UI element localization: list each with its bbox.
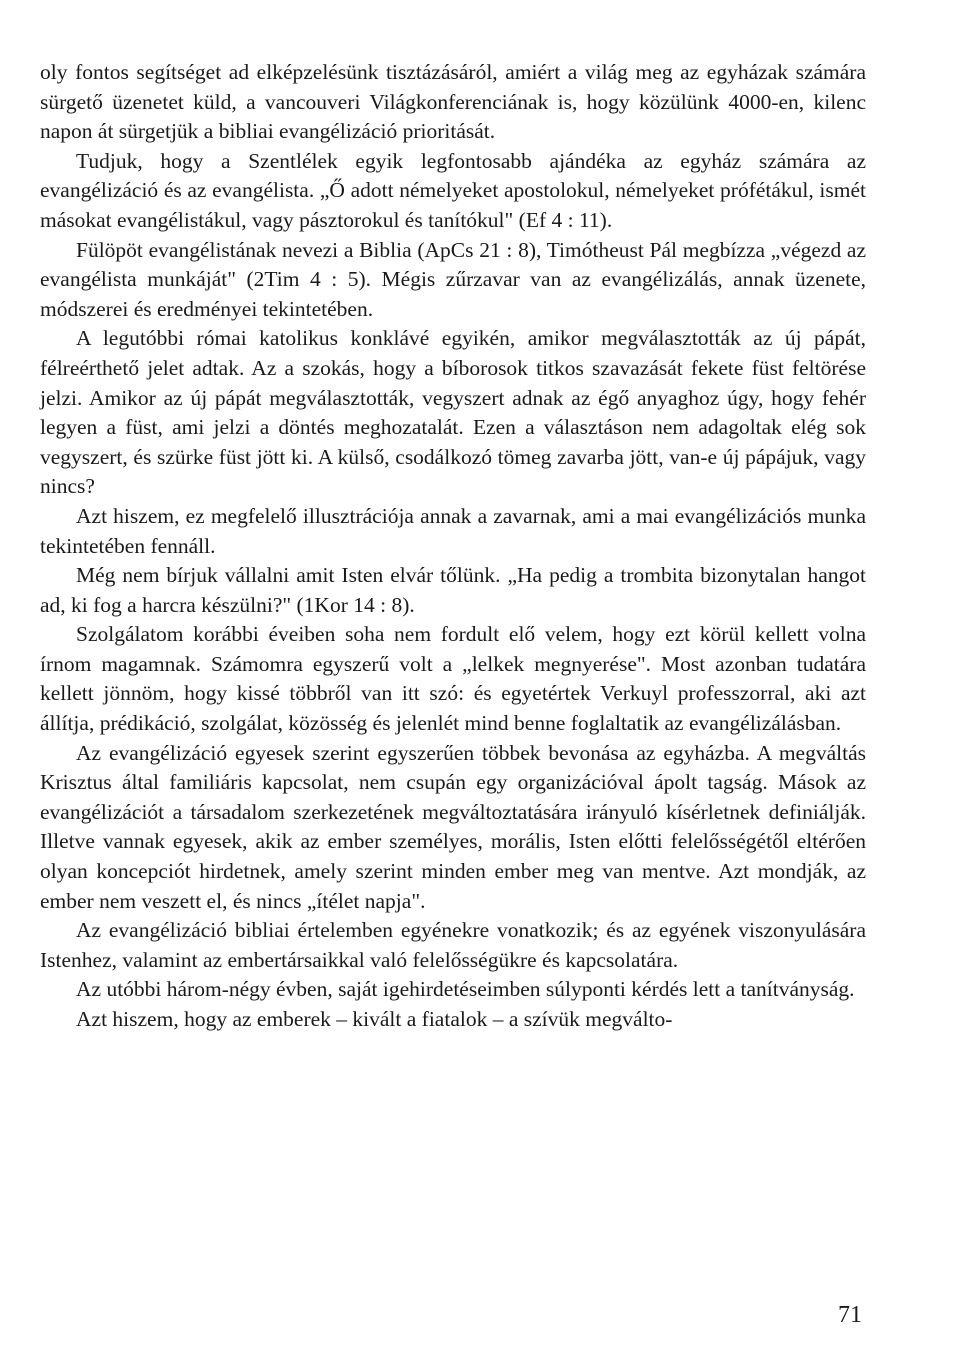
paragraph: Fülöpöt evangélistának nevezi a Biblia (ApCs 21 : 8), Timótheust Pál megbízza „végezd az evangélista munkáját" (2Tim 4 : 5). Mégis zűrzavar van az evangélizálás, annak üzenete, módszerei és eredményei tekintetében. — [40, 237, 866, 321]
paragraph: Még nem bírjuk vállalni amit Isten elvár tőlünk. „Ha pedig a trombita bizonytalan hangot ad, ki fog a harcra készülni?" (1Kor 14 : 8). — [40, 563, 866, 617]
paragraph-truncated: Azt hiszem, hogy az emberek – kivált a fiatalok – a szívük megválto- — [76, 1007, 673, 1031]
paragraph: Szolgálatom korábbi éveiben soha nem fordult elő velem, hogy ezt körül kellett volna írnom magamnak. Számomra egyszerű volt a „lelkek megnyerése". Most azonban tudatára kellett jönnöm, hogy kissé többről van itt szó: és egyetértek Verkuyl professzorral, aki azt állítja, prédikáció, szolgálat, közösség és jelenlét mind benne foglaltatik az evangélizálásban. — [40, 622, 866, 736]
paragraph: A legutóbbi római katolikus konklávé egyikén, amikor megválasztották az új pápát, félreérthető jelet adtak. Az a szokás, hogy a bíborosok titkos szavazását fekete füst feltörése jelzi. Amikor az új pápát megválasztották, vegyszert adnak az égő anyaghoz úgy, hogy fehér legyen a füst, ami jelzi a döntés meghozatalát. Ezen a választáson nem adagoltak elég sok vegyszert, és szürke füst jött ki. A külső, csodálkozó tömeg zavarba jött, van-e új pápájuk, vagy nincs? — [40, 326, 866, 499]
paragraph: Az utóbbi három-négy évben, saját igehirdetéseimben súlyponti kérdés lett a tanítványság. — [76, 977, 855, 1002]
paragraph: Azt hiszem, ez megfelelő illusztrációja annak a zavarnak, ami a mai evangélizációs munka tekintetében fennáll. — [40, 503, 866, 558]
paragraph-continuation: oly fontos segítséget ad elképzelésünk tisztázásáról, amiért a világ meg az egyházak számára sürgető üzenetet küld, a vancouveri Világkonferenciának is, hogy közülünk 4000-en, kilenc napon át sürgetjük a bibliai evangélizáció prioritását. — [40, 60, 866, 144]
paragraph: Az evangélizáció egyesek szerint egyszerűen többek bevonása az egyházba. A megváltás Krisztus által familiáris kapcsolat, nem csupán egy organizációval ápolt tagság. Mások az evangélizációt a társadalom szerkezetének megváltoztatására irányuló kísérletnek definiálják. Illetve vannak egyesek, akik az ember személyes, morális, Isten előtti felelősségétől eltérően olyan koncepciót hirdetnek, amely szerint minden ember meg van mentve. Azt mondják, az ember nem veszett el, és nincs „ítélet napja". — [40, 740, 866, 913]
paragraph: Az evangélizáció bibliai értelemben egyénekre vonatkozik; és az egyének viszonyulására Istenhez, valamint az embertársaikkal való felelősségükre és kapcsolatára. — [40, 918, 866, 972]
page-body — [40, 58, 866, 1035]
paragraph: Tudjuk, hogy a Szentlélek egyik legfontosabb ajándéka az egyház számára az evangélizáció és az evangélista. „Ő adott némelyeket apostolokul, némelyeket prófétákul, ismét másokat evangélistákul, vagy pásztorokul és tanítókul" (Ef 4 : 11). — [40, 148, 866, 232]
page-number: 71 — [838, 1302, 862, 1328]
